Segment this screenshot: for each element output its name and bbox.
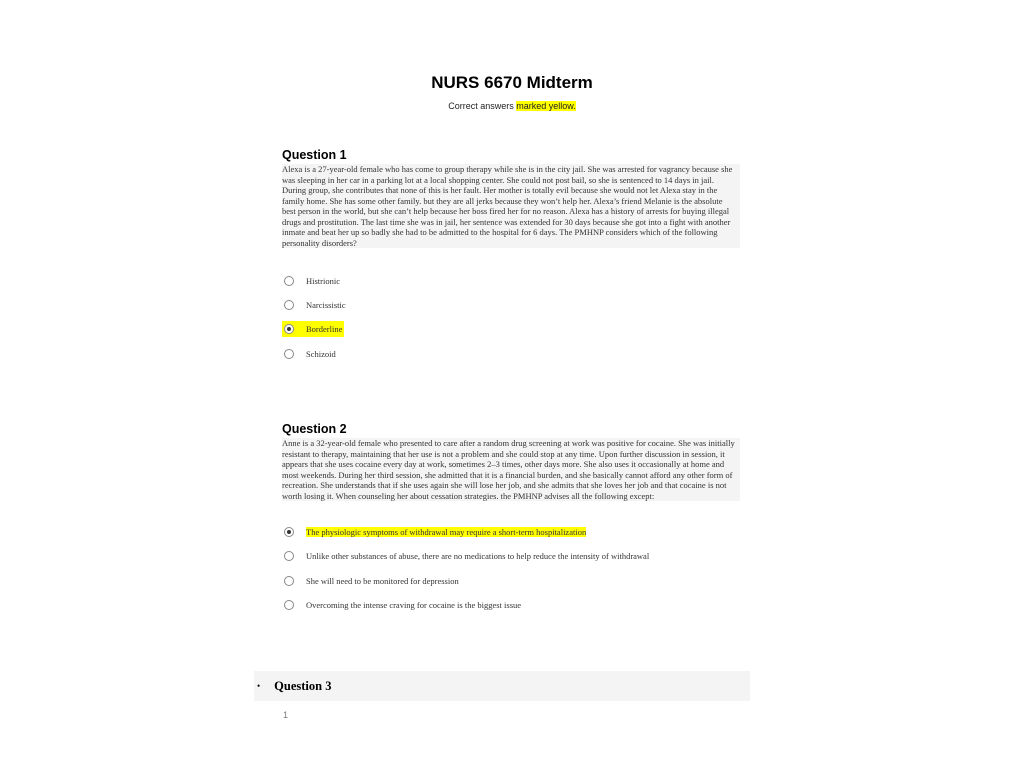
question-heading: Question 3 bbox=[274, 678, 332, 693]
answer-option[interactable] bbox=[282, 548, 649, 564]
question-text: Alexa is a 27-year-old female who has come to group therapy while she is in the city jail. She was arrested for vagrancy because she was sleeping in her car in a parking lot at a local shopping center. She could not post bail, so she is sentenced to 14 days in jail. During group, she contributes that none of this is her fault. Her mother is totally evil because she would not let Alexa stay in the family home. She has some other family. but they are all jerks because they won’t help her. Alexa’s friend Melanie is the absolute best person in the world, but she can’t help because her boss fired her for no reason. Alexa has a history of arrests for buying illegal drugs and prostitution. The last time she was in jail, her sentence was extended for 30 days because she got into a fight with another inmate and beat her up so badly she had to be admitted to the hospital for 6 days. The PMHNP considers which of the following personality disorders? bbox=[282, 164, 740, 248]
subtitle-prefix: Correct answers bbox=[448, 101, 517, 111]
answer-option-correct[interactable] bbox=[282, 524, 586, 540]
radio-button[interactable] bbox=[284, 276, 294, 286]
radio-button[interactable] bbox=[284, 576, 294, 586]
answer-option-correct[interactable] bbox=[282, 321, 344, 337]
question-1 bbox=[282, 148, 740, 248]
answer-option[interactable] bbox=[282, 573, 459, 589]
question-1-options bbox=[282, 273, 740, 373]
subtitle bbox=[0, 101, 1024, 111]
answer-label: Narcissistic bbox=[306, 300, 346, 310]
answer-label: Overcoming the intense craving for cocaine is the biggest issue bbox=[306, 600, 522, 610]
radio-button-selected[interactable] bbox=[284, 527, 294, 537]
answer-label: Histrionic bbox=[306, 276, 340, 286]
question-2-options bbox=[282, 524, 740, 624]
answer-label: The physiologic symptoms of withdrawal may require a short-term hospitalization bbox=[306, 527, 587, 537]
question-2 bbox=[282, 422, 740, 501]
answer-label: Borderline bbox=[306, 324, 343, 334]
question-heading: Question 1 bbox=[282, 148, 347, 162]
question-3-header bbox=[254, 671, 750, 701]
radio-button-selected[interactable] bbox=[284, 324, 294, 334]
question-heading: Question 2 bbox=[282, 422, 347, 436]
page-title: NURS 6670 Midterm bbox=[431, 73, 593, 92]
answer-option[interactable] bbox=[282, 273, 340, 289]
answer-label: Unlike other substances of abuse, there are no medications to help reduce the intensity of withdrawal bbox=[306, 551, 650, 561]
radio-button[interactable] bbox=[284, 349, 294, 359]
radio-button[interactable] bbox=[284, 551, 294, 561]
subtitle-highlight: marked yellow. bbox=[516, 101, 576, 111]
answer-option[interactable] bbox=[282, 297, 346, 313]
radio-button[interactable] bbox=[284, 600, 294, 610]
page-number: 1 bbox=[283, 710, 289, 720]
answer-label: She will need to be monitored for depression bbox=[306, 576, 459, 586]
answer-option[interactable] bbox=[282, 597, 521, 613]
bullet-icon: • bbox=[257, 681, 261, 691]
question-text: Anne is a 32-year-old female who presented to care after a random drug screening at work was positive for cocaine. She was initially resistant to therapy, maintaining that her use is not a problem and she could stop at any time. Upon further discussion in session, it appears that she uses cocaine every day at work, sometimes 2–3 times, other days more. She also uses it occasionally at home and most weekends. During her third session, she admitted that it is a financial burden, and she basically cannot afford any other form of recreation. She understands that if she uses again she will lose her job, and she admits that she loves her job and that cocaine is not worth losing it. When counseling her about cessation strategies. the PMHNP advises all the following except: bbox=[282, 438, 740, 501]
answer-label: Schizoid bbox=[306, 349, 336, 359]
radio-button[interactable] bbox=[284, 300, 294, 310]
answer-option[interactable] bbox=[282, 346, 336, 362]
